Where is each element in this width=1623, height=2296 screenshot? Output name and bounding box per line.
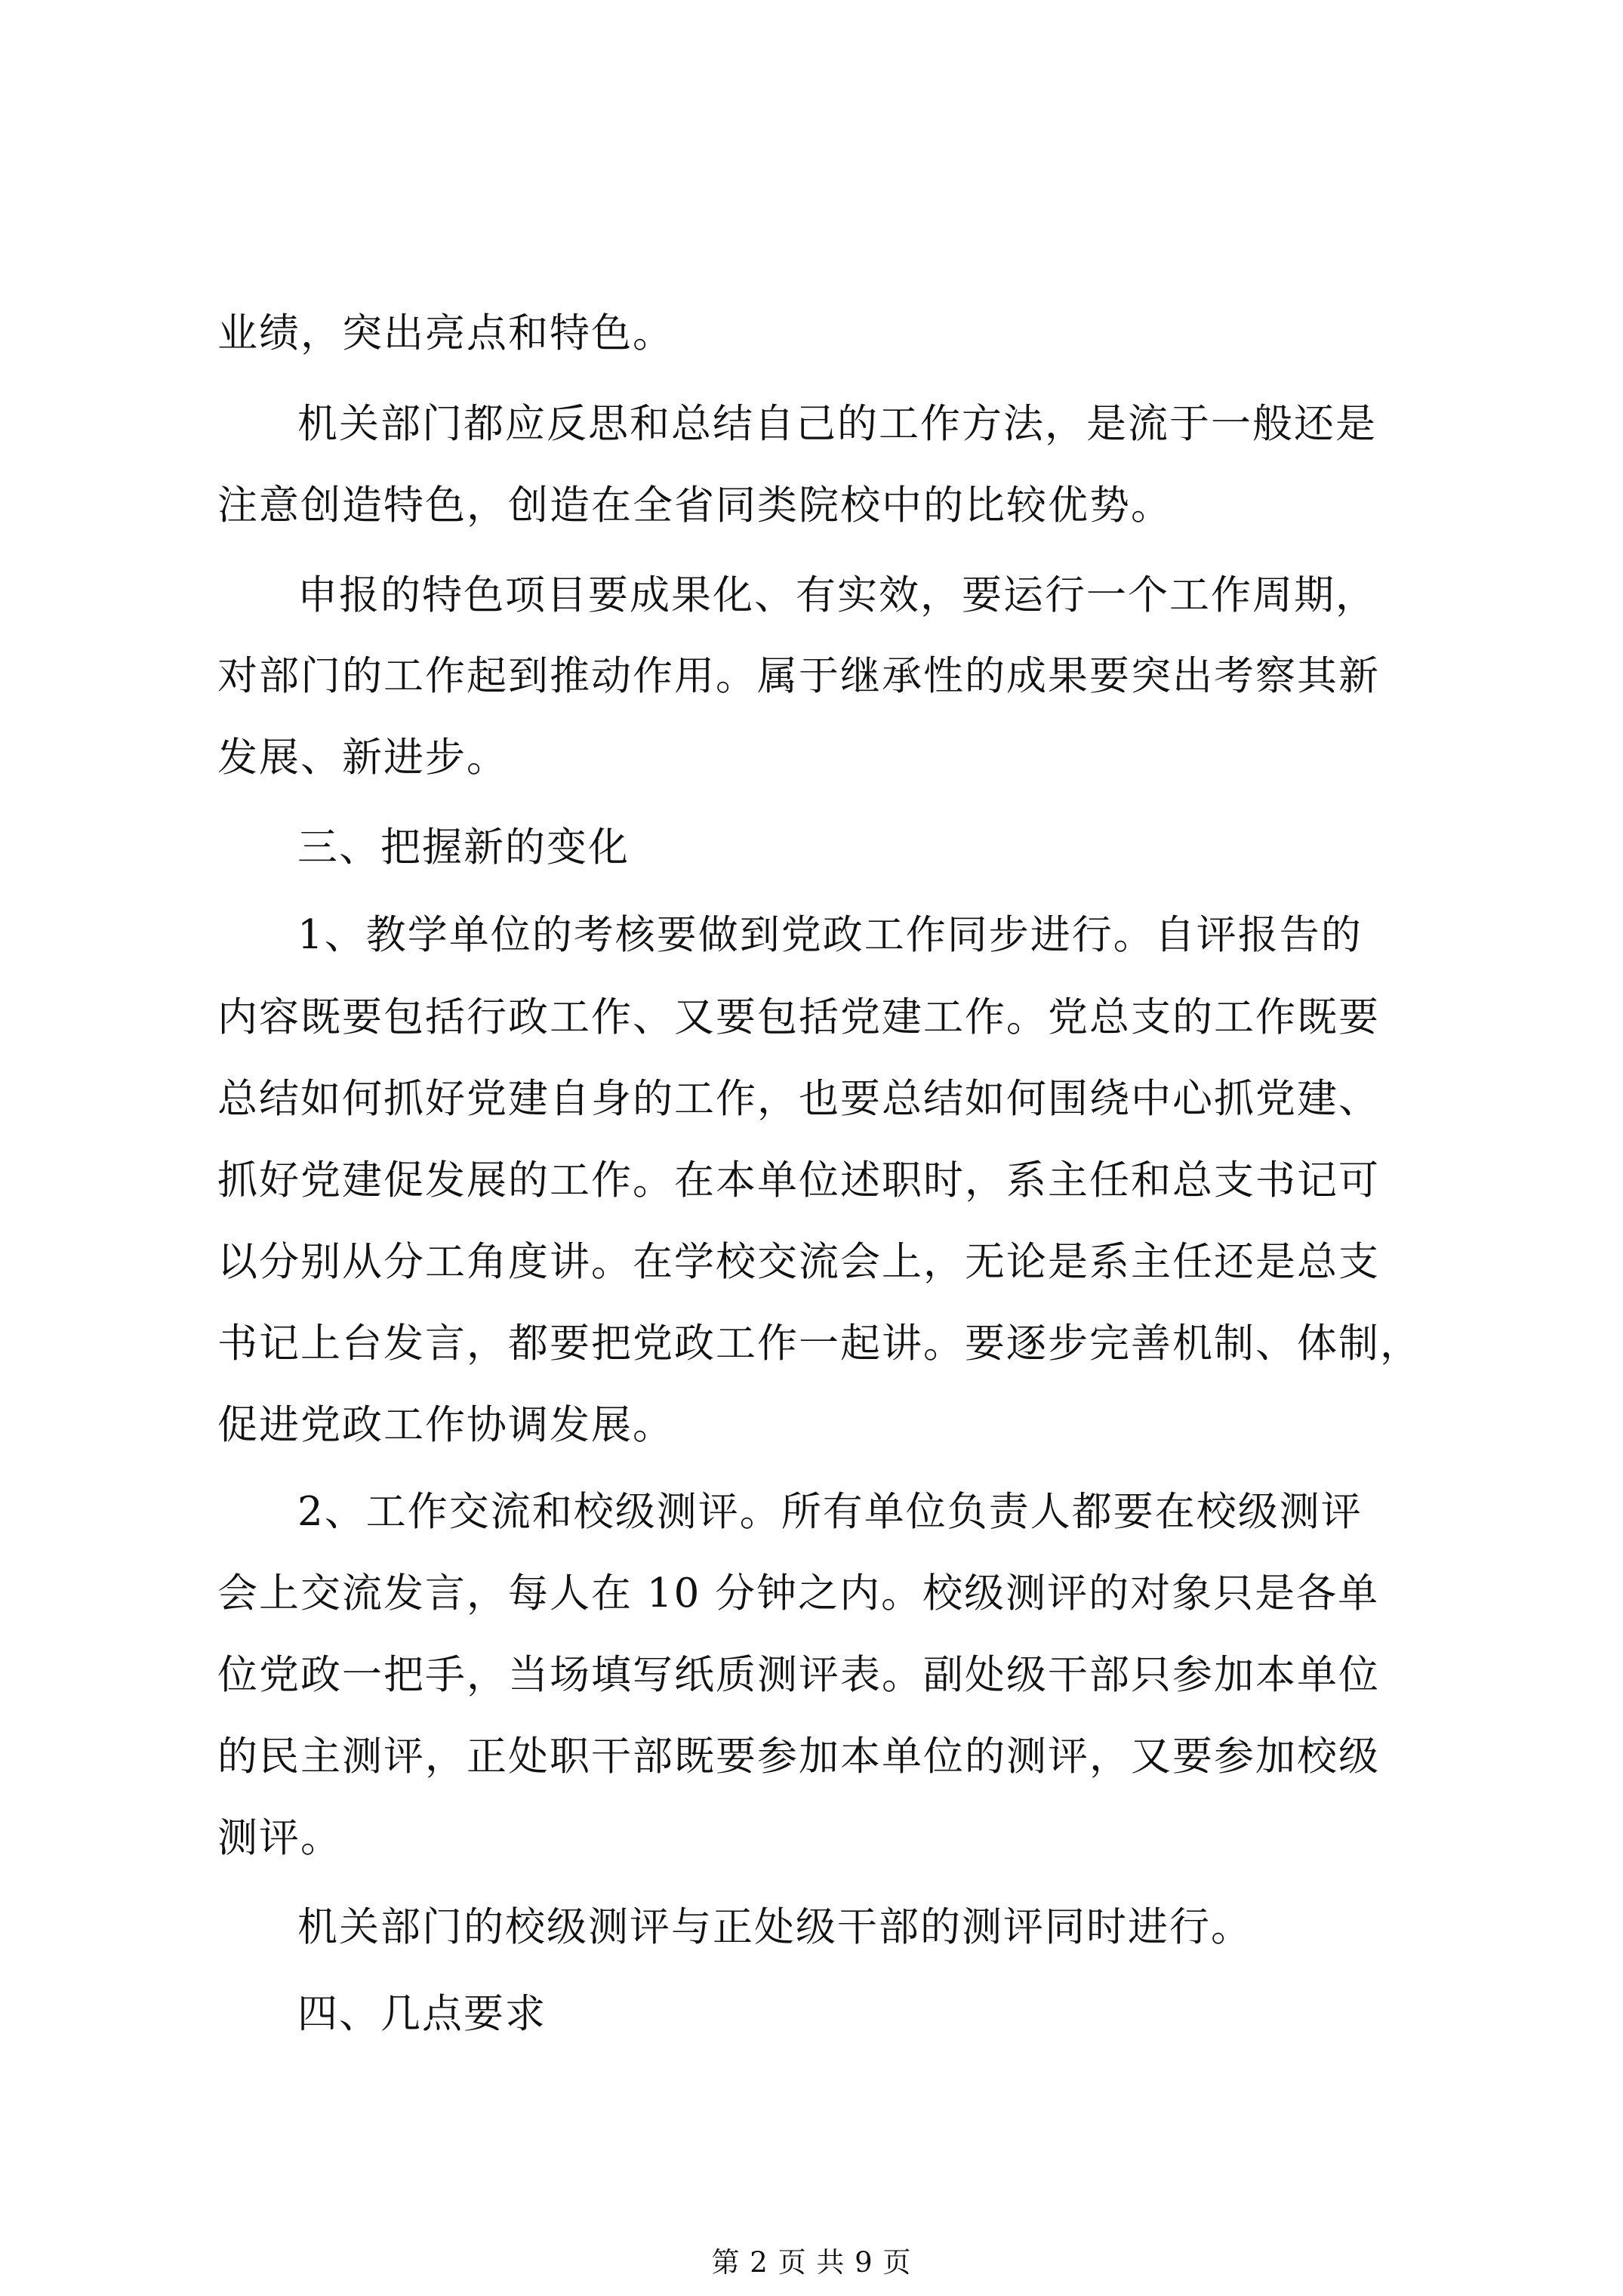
text-line: 位党政一把手，当场填写纸质测评表。副处级干部只参加本单位 xyxy=(217,1652,1380,1698)
text-line: 会上交流发言，每人在 10 分钟之内。校级测评的对象只是各单 xyxy=(217,1570,1380,1616)
section-heading: 三、把握新的变化 xyxy=(297,824,630,871)
text-line: 申报的特色项目要成果化、有实效，要运行一个工作周期， xyxy=(297,572,1377,618)
text-line: 总结如何抓好党建自身的工作，也要总结如何围绕中心抓党建、 xyxy=(217,1076,1380,1122)
text-line: 书记上台发言，都要把党政工作一起讲。要逐步完善机制、体制， xyxy=(217,1321,1421,1367)
section-heading: 四、几点要求 xyxy=(297,1991,547,2037)
text-line: 2、工作交流和校级测评。所有单位负责人都要在校级测评 xyxy=(297,1489,1363,1535)
text-line: 对部门的工作起到推动作用。属于继承性的成果要突出考察其新 xyxy=(217,653,1380,699)
text-line: 的民主测评，正处职干部既要参加本单位的测评，又要参加校级 xyxy=(217,1734,1380,1780)
text-line: 1、教学单位的考核要做到党政工作同步进行。自评报告的 xyxy=(297,912,1363,958)
text-line: 机关部门的校级测评与正处级干部的测评同时进行。 xyxy=(297,1904,1252,1950)
text-line: 注意创造特色，创造在全省同类院校中的比较优势。 xyxy=(217,482,1172,529)
text-line: 测评。 xyxy=(217,1815,342,1861)
text-line: 机关部门都应反思和总结自己的工作方法，是流于一般还是 xyxy=(297,401,1377,447)
text-line: 以分别从分工角度讲。在学校交流会上，无论是系主任还是总支 xyxy=(217,1239,1380,1285)
text-line: 抓好党建促发展的工作。在本单位述职时，系主任和总支书记可 xyxy=(217,1157,1380,1203)
text-line: 业绩，突出亮点和特色。 xyxy=(217,310,674,356)
page-number-footer: 第 2 页 共 9 页 xyxy=(711,2246,912,2279)
text-line: 促进党政工作协调发展。 xyxy=(217,1402,674,1448)
text-line: 发展、新进步。 xyxy=(217,735,508,781)
text-line: 内容既要包括行政工作、又要包括党建工作。党总支的工作既要 xyxy=(217,994,1380,1040)
